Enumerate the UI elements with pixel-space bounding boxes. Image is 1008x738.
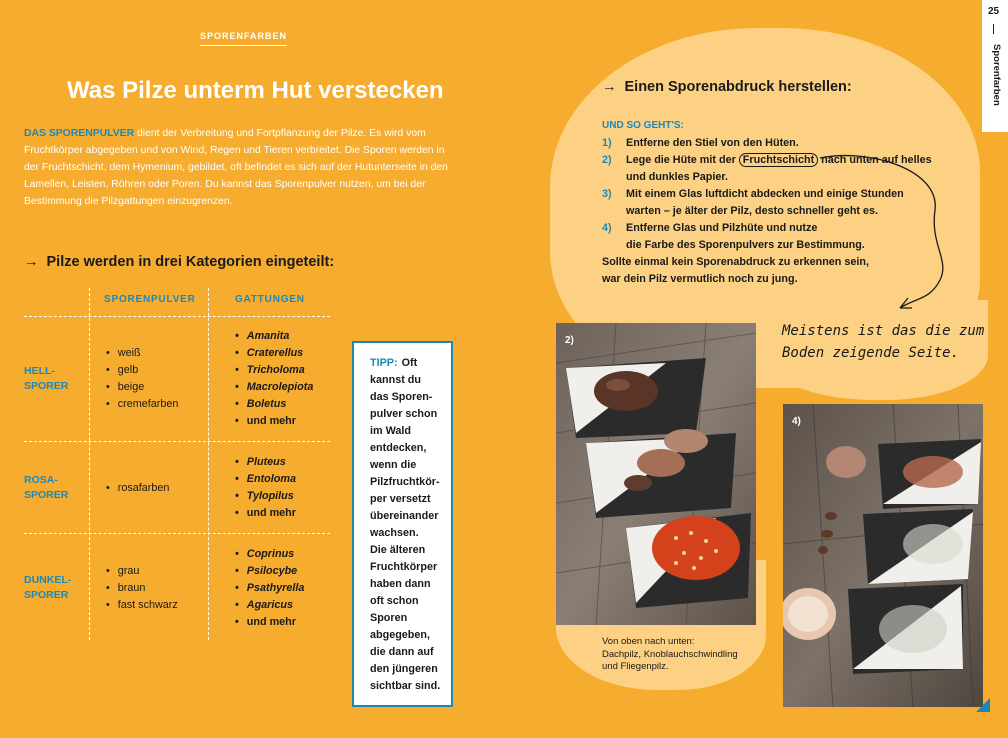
list-item: • gelb (106, 362, 178, 379)
table-divider (24, 441, 330, 442)
tip-line (370, 355, 441, 372)
step-number: 2) (602, 154, 612, 166)
list-item: • cremefarben (106, 396, 178, 413)
list-item: • Pluteus (235, 454, 296, 471)
row-label-hellsporer (24, 364, 68, 394)
handwritten-note-line: Boden zeigende Seite. (782, 345, 960, 361)
step-text: die Farbe des Sporenpulvers zur Bestimmung. (626, 239, 865, 251)
step-text: Mit einem Glas luftdicht abdecken und einige Stunden (626, 188, 904, 200)
categories-heading-text: Pilze werden in drei Kategorien eingeteilt: (46, 254, 335, 270)
list-item: • Tricholoma (235, 362, 313, 379)
genus-list (235, 328, 313, 430)
handwritten-note-line: Meistens ist das die zum (782, 323, 985, 339)
tip-text: Oft (401, 357, 418, 369)
intro-paragraph (24, 125, 454, 210)
row-label-line: SPORER (24, 489, 69, 501)
tip-line: im Wald (370, 425, 411, 437)
page-number: 25 (988, 6, 1000, 17)
spore-color-list (106, 345, 178, 413)
spore-color-list (106, 563, 178, 614)
genus-list (235, 546, 304, 631)
list-item: • Amanita (235, 328, 313, 345)
step-number: 1) (602, 137, 612, 149)
step-text: Entferne Glas und Pilzhüte und nutze (626, 222, 818, 234)
list-item: • und mehr (235, 505, 296, 522)
curved-arrow-icon (800, 150, 960, 320)
step-number: 3) (602, 188, 612, 200)
spore-print-heading (602, 79, 852, 95)
list-item: • Agaricus (235, 597, 304, 614)
list-item: • fast schwarz (106, 597, 178, 614)
tip-box (352, 341, 453, 707)
spore-print-heading-text: Einen Sporenabdruck herstellen: (624, 79, 852, 95)
tip-line: wenn die (370, 459, 417, 471)
step-text-part: nach unten auf helles (818, 154, 932, 166)
list-item: • Macrolepiota (235, 379, 313, 396)
handwritten-note (782, 320, 984, 364)
list-item: • rosafarben (106, 480, 169, 497)
tip-line: den jüngeren (370, 663, 438, 675)
intro-highlight: DAS SPORENPULVER (24, 128, 135, 139)
corner-triangle-icon (976, 698, 990, 712)
column-header-gattungen: GATTUNGEN (235, 294, 305, 305)
intro-text: dient der Verbreitung und Fortpflanzung der Pilze. Es wird vom Fruchtkörper abgegeben und von Wind, Regen und Tieren verbreitet. Die Sporen werden in der Fruchtschicht, dem Hymenium, gebildet, oft befindet es sich auf der Hutunterseite in den Lamellen, Leisten, Röhren oder Poren. Du kannst das Sporenpulver nutzen, um bei der Bestimmung die Pilzgattungen einzugrenzen. (24, 128, 448, 207)
table-divider (24, 316, 330, 317)
circled-word: Fruchtschicht (739, 153, 818, 167)
categories-heading (24, 254, 334, 270)
caption-line: Von oben nach unten: (602, 636, 695, 647)
list-item: • Psilocybe (235, 563, 304, 580)
column-header-sporenpulver: SPORENPULVER (104, 294, 196, 305)
list-item: • Tylopilus (235, 488, 296, 505)
list-item: • weiß (106, 345, 178, 362)
tip-line: Fruchtkörper (370, 561, 438, 573)
arrow-right-icon: → (24, 254, 39, 270)
tip-line: oft schon (370, 595, 419, 607)
row-label-line: HELL- (24, 365, 55, 377)
section-label: SPORENFARBEN (200, 31, 287, 46)
tip-line: entdecken, (370, 442, 427, 454)
tip-line: kannst du (370, 374, 421, 386)
list-item: • Psathyrella (235, 580, 304, 597)
table-divider (24, 533, 330, 534)
step-text: warten – je älter der Pilz, desto schneller geht es. (626, 205, 879, 217)
tip-line: die dann auf (370, 646, 434, 658)
tip-line: pulver schon (370, 408, 438, 420)
photo-illustration (783, 404, 983, 707)
caption-line: Dachpilz, Knoblauchschwindling (602, 648, 738, 660)
genus-list (235, 454, 296, 522)
list-item: • und mehr (235, 614, 304, 631)
step-text-part: Lege die Hüte mit der (626, 154, 739, 166)
tip-line: wachsen. (370, 527, 419, 539)
list-item: • beige (106, 379, 178, 396)
table-column-divider (208, 288, 209, 640)
step-number: 4) (602, 222, 612, 234)
side-tab-label: Sporenfarben (991, 44, 1002, 106)
tip-line: abgegeben, (370, 629, 430, 641)
table-column-divider (89, 288, 90, 640)
photo-spore-prints-2 (783, 404, 983, 707)
row-label-dunkelsporer (24, 573, 71, 603)
photo-spore-prints-1 (556, 323, 756, 625)
tip-line: per versetzt (370, 493, 431, 505)
photo-illustration (556, 323, 756, 625)
row-label-rosasporer (24, 473, 68, 503)
tip-label: TIPP: (370, 357, 398, 369)
spore-color-list (106, 480, 169, 497)
list-item: • Entoloma (235, 471, 296, 488)
photo-caption (602, 636, 738, 674)
photo-number: 2) (565, 335, 574, 346)
caption-line: und Fliegenpilz. (602, 661, 669, 672)
tip-line: sichtbar sind. (370, 680, 441, 692)
page-number-dash (993, 24, 994, 34)
tip-line: Pilzfruchtkör- (370, 476, 440, 488)
row-label-line: SPORER (24, 380, 69, 392)
page-title: Was Pilze unterm Hut verstecken (67, 77, 444, 104)
arrow-right-icon: → (602, 79, 617, 95)
tip-line: übereinander (370, 510, 439, 522)
list-item: • und mehr (235, 413, 313, 430)
row-label-line: DUNKEL- (24, 574, 72, 586)
tip-line: Die älteren (370, 544, 426, 556)
tip-line: Sporen (370, 612, 408, 624)
list-item: • braun (106, 580, 178, 597)
note-line: war dein Pilz vermutlich noch zu jung. (602, 273, 798, 285)
tip-line: haben dann (370, 578, 431, 590)
step-text: und dunkles Papier. (626, 171, 728, 183)
step-text: Entferne den Stiel von den Hüten. (626, 137, 799, 149)
how-to-label: UND SO GEHT'S: (602, 120, 684, 131)
list-item: • Boletus (235, 396, 313, 413)
note-line: Sollte einmal kein Sporenabdruck zu erkennen sein, (602, 256, 870, 268)
tip-line: das Sporen- (370, 391, 433, 403)
list-item: • grau (106, 563, 178, 580)
row-label-line: ROSA- (24, 474, 58, 486)
photo-number: 4) (792, 416, 801, 427)
list-item: • Craterellus (235, 345, 313, 362)
list-item: • Coprinus (235, 546, 304, 563)
row-label-line: SPORER (24, 589, 69, 601)
